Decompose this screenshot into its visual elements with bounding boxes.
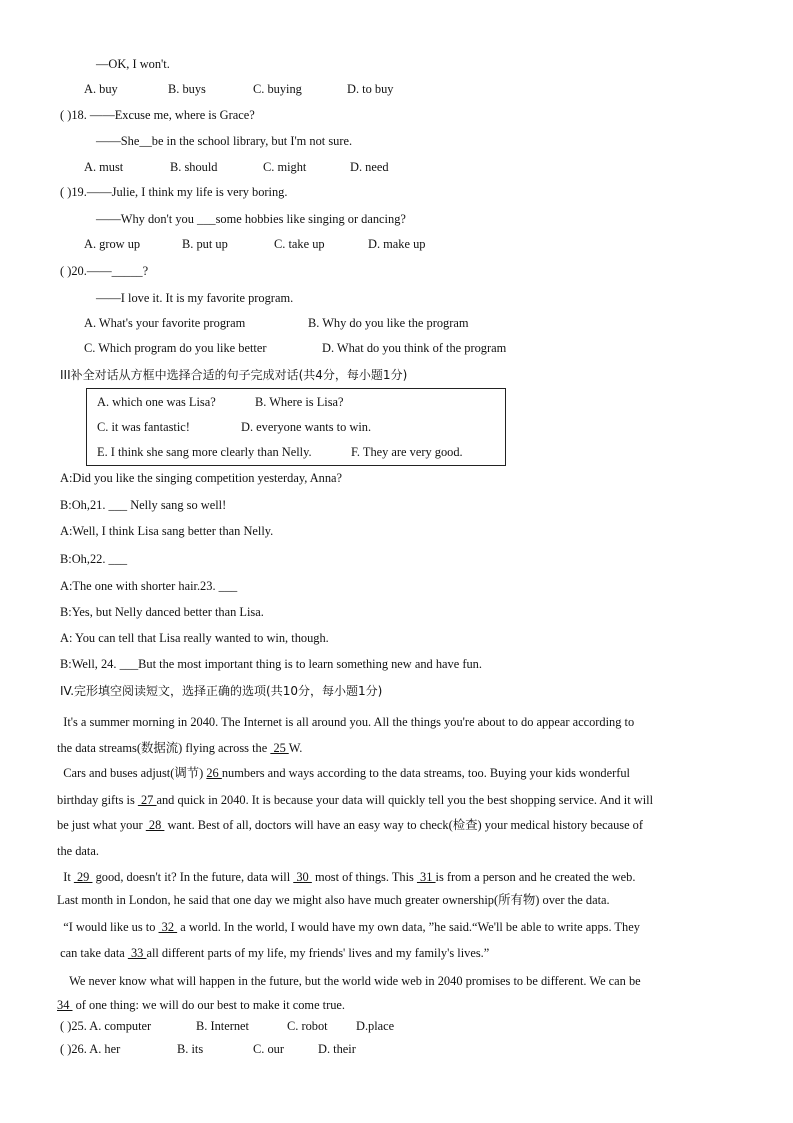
- q19-option-c[interactable]: C. take up: [274, 237, 325, 251]
- q18-option-d[interactable]: D. need: [350, 160, 389, 174]
- q18-reply: ——She__be in the school library, but I'm not sure.: [96, 134, 353, 148]
- blank-32: 32: [158, 920, 178, 934]
- q20-option-d[interactable]: D. What do you think of the program: [322, 341, 507, 355]
- blank-27: 27: [137, 793, 157, 807]
- q19-option-a[interactable]: A. grow up: [84, 237, 141, 251]
- passage-line: 34 of one thing: we will do our best to make it come true.: [57, 998, 346, 1012]
- q18-option-c[interactable]: C. might: [263, 160, 307, 174]
- q25-option-b[interactable]: B. Internet: [196, 1019, 249, 1033]
- blank-30: 30: [293, 870, 312, 884]
- passage-line: the data.: [57, 844, 99, 858]
- q26-option-b[interactable]: B. its: [177, 1042, 204, 1056]
- q18-option-a[interactable]: A. must: [84, 160, 124, 174]
- q17-option-d[interactable]: D. to buy: [347, 82, 394, 96]
- dialogue-line-3: A:Well, I think Lisa sang better than Nelly.: [60, 524, 274, 538]
- dialogue-line-4: B:Oh,22. ___: [60, 552, 128, 566]
- dialogue-line-2: B:Oh,21. ___ Nelly sang so well!: [60, 498, 227, 512]
- q18-option-b[interactable]: B. should: [170, 160, 218, 174]
- dialogue-line-5: A:The one with shorter hair.23. ___: [60, 579, 238, 593]
- passage-line: birthday gifts is 27 and quick in 2040. It is because your data will quickly tell you the best shopping service. And it will: [57, 793, 654, 807]
- box-option-f: F. They are very good.: [351, 445, 463, 459]
- blank-25: 25: [270, 741, 289, 755]
- q17-option-c[interactable]: C. buying: [253, 82, 302, 96]
- box-option-c: C. it was fantastic!: [97, 420, 190, 434]
- q20-option-c[interactable]: C. Which program do you like better: [84, 341, 267, 355]
- blank-33: 33: [127, 946, 147, 960]
- passage-line: Last month in London, he said that one day we might also have much greater ownership(所有物) over the data.: [57, 893, 610, 907]
- passage-line: We never know what will happen in the future, but the world wide web in 2040 promises to be different. We can be: [57, 974, 641, 988]
- dialogue-line-7: A: You can tell that Lisa really wanted to win, though.: [60, 631, 329, 645]
- q19-reply: ——Why don't you ___some hobbies like singing or dancing?: [96, 212, 406, 226]
- blank-26: 26: [206, 766, 222, 780]
- passage-line: the data streams(数据流) flying across the 25 W.: [57, 741, 303, 755]
- blank-28: 28: [145, 818, 165, 832]
- q19-option-b[interactable]: B. put up: [182, 237, 228, 251]
- blank-31: 31: [416, 870, 436, 884]
- box-option-d: D. everyone wants to win.: [241, 420, 372, 434]
- q19-prompt: ( )19.——Julie, I think my life is very boring.: [60, 185, 288, 199]
- q18-prompt: ( )18. ——Excuse me, where is Grace?: [60, 108, 255, 122]
- passage-line: can take data 33 all different parts of my life, my friends' lives and my family's lives.”: [57, 946, 490, 960]
- passage-line: “I would like us to 32 a world. In the world, I would have my own data, ”he said.“We'll be able to write apps. They: [57, 920, 640, 934]
- q19-option-d[interactable]: D. make up: [368, 237, 426, 251]
- q25-option-d[interactable]: D.place: [356, 1019, 395, 1033]
- q26-option-c[interactable]: C. our: [253, 1042, 284, 1056]
- box-option-e: E. I think she sang more clearly than Nelly.: [97, 445, 312, 459]
- q26-option-d[interactable]: D. their: [318, 1042, 356, 1056]
- q20-option-a[interactable]: A. What's your favorite program: [84, 316, 246, 330]
- q17-option-a[interactable]: A. buy: [84, 82, 118, 96]
- dialogue-line-6: B:Yes, but Nelly danced better than Lisa.: [60, 605, 264, 619]
- q17-reply: —OK, I won't.: [96, 57, 170, 71]
- blank-34: 34: [57, 998, 73, 1012]
- q25-option-c[interactable]: C. robot: [287, 1019, 328, 1033]
- q26-prompt[interactable]: ( )26. A. her: [60, 1042, 121, 1056]
- passage-line: be just what your 28 want. Best of all, doctors will have an easy way to check(检查) your medical history because of: [57, 818, 644, 832]
- q17-option-b[interactable]: B. buys: [168, 82, 206, 96]
- passage-line: It's a summer morning in 2040. The Internet is all around you. All the things you're about to do appear according to: [57, 715, 635, 729]
- dialogue-line-8: B:Well, 24. ___But the most important thing is to learn something new and have fun.: [60, 657, 482, 671]
- dialogue-line-1: A:Did you like the singing competition yesterday, Anna?: [60, 471, 343, 485]
- blank-29: 29: [73, 870, 93, 884]
- passage-line: Cars and buses adjust(调节) 26 numbers and ways according to the data streams, too. Buying your kids wonderful: [57, 766, 630, 780]
- section3-heading: III补全对话从方框中选择合适的句子完成对话(共4分，每小题1分): [60, 368, 408, 382]
- section4-heading: IV.完形填空阅读短文，选择正确的选项(共10分，每小题1分): [60, 684, 383, 698]
- box-option-b: B. Where is Lisa?: [255, 395, 344, 409]
- q20-prompt: ( )20.——_____?: [60, 264, 149, 278]
- box-option-a: A. which one was Lisa?: [97, 395, 216, 409]
- q20-option-b[interactable]: B. Why do you like the program: [308, 316, 469, 330]
- passage-line: It 29 good, doesn't it? In the future, data will 30 most of things. This 31 is from a person and he created the web.: [57, 870, 636, 884]
- q25-prompt[interactable]: ( )25. A. computer: [60, 1019, 152, 1033]
- q20-reply: ——I love it. It is my favorite program.: [96, 291, 294, 305]
